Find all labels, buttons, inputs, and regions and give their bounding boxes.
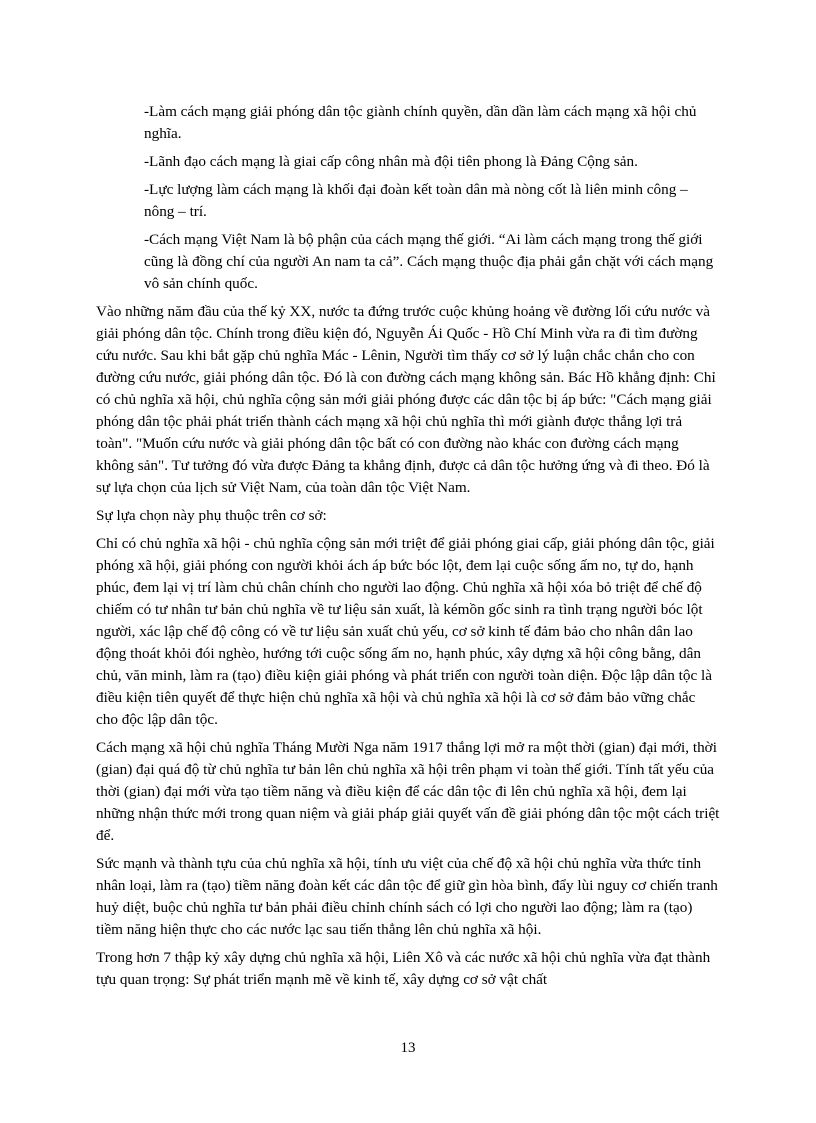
bullet-2-text: -Lãnh đạo cách mạng là giai cấp công nhân mà đội tiên phong là Đảng Cộng sản.: [144, 153, 638, 170]
bullet-text: [144, 101, 720, 145]
bullet-text: [144, 179, 720, 223]
paragraph-3: Chỉ có chủ nghĩa xã hội - chủ nghĩa cộng sản mới triệt để giải phóng giai cấp, giải phóng dân tộc, giải phóng xã hội, giải phóng con người khỏi ách áp bức bóc lột, đem lại cuộc sống ấm no, tự do, hạnh phúc, đem lại vị trí làm chủ chân chính cho người lao động. Chủ nghĩa xã hội xóa bỏ triệt để chế độ chiếm có tư nhân tư bản chủ nghĩa về tư liệu sản xuất, là kémồn gốc sinh ra tình trạng người bóc lột người, xác lập chế độ công có về tư liệu sản xuất chủ yếu, cơ sở kinh tế đảm bảo cho nhân dân lao động thoát khỏi đói nghèo, hướng tới cuộc sống ấm no, hạnh phúc, xây dựng xã hội công bằng, dân chủ, văn minh, làm ra (tạo) điều kiện giải phóng và phát triển con người toàn diện. Độc lập dân tộc là điều kiện tiên quyết để thực hiện chủ nghĩa xã hội và chủ nghĩa xã hội là cơ sở đảm bảo vững chắc cho độc lập dân tộc.: [96, 535, 715, 728]
bullet-1: [96, 101, 720, 145]
bullet-4-text: -Cách mạng Việt Nam là bộ phận của cách mạng thế giới. “Ai làm cách mạng trong thế giới cũng là đồng chí của người An nam ta cả”. Cách mạng thuộc địa phải gắn chặt với cách mạng vô sản chính quốc.: [144, 231, 714, 292]
bullet-2: [96, 151, 720, 173]
paragraph-1: Vào những năm đầu của thế kỷ XX, nước ta đứng trước cuộc khủng hoảng về đường lối cứu nước và giải phóng dân tộc. Chính trong điều kiện đó, Nguyễn Ái Quốc - Hồ Chí Minh vừa ra đi tìm đường cứu nước. Sau khi bắt gặp chủ nghĩa Mác - Lênin, Người tìm thấy cơ sở lý luận chắc chắn cho con đường cứu nước, giải phóng dân tộc. Đó là con đường cách mạng không sản. Bác Hồ khẳng định: Chỉ có chủ nghĩa xã hội, chủ nghĩa cộng sản mới giải phóng được các dân tộc bị áp bức: "Cách mạng giải phóng dân tộc phải phát triển thành cách mạng xã hội chủ nghĩa thì mới giành được thắng lợi trả toàn". "Muốn cứu nước và giải phóng dân tộc bất có con đường nào khác con đường cách mạng không sản". Tư tưởng đó vừa được Đảng ta khẳng định, được cả dân tộc hưởng ứng và đi theo. Đó là sự lựa chọn của lịch sử Việt Nam, của toàn dân tộc Việt Nam.: [96, 303, 716, 496]
page-content: [96, 101, 720, 997]
bullet-4: [96, 229, 720, 295]
paragraph-4: Cách mạng xã hội chủ nghĩa Tháng Mười Nga năm 1917 thắng lợi mở ra một thời (gian) đại mới, thời (gian) đại quá độ từ chủ nghĩa tư bản lên chủ nghĩa xã hội trên phạm vi toàn thế giới. Tính tất yếu của thời (gian) đại mới vừa tạo tiềm năng và điều kiện để các dân tộc đi lên chủ nghĩa xã hội, đem lại những nhận thức mới trong quan niệm và giải pháp giải quyết vấn đề giải phóng dân tộc một cách triệt để.: [96, 739, 720, 844]
paragraph-2: Sự lựa chọn này phụ thuộc trên cơ sở:: [96, 507, 327, 524]
paragraph-6: Trong hơn 7 thập kỷ xây dựng chủ nghĩa xã hội, Liên Xô và các nước xã hội chủ nghĩa vừa đạt thành tựu quan trọng: Sự phát triển mạnh mẽ về kinh tế, xây dựng cơ sở vật chất: [96, 949, 711, 988]
bullet-text: [144, 229, 720, 295]
bullet-3: [96, 179, 720, 223]
bullet-3-text: -Lực lượng làm cách mạng là khối đại đoàn kết toàn dân mà nòng cốt là liên minh công – nông – trí.: [144, 181, 688, 220]
paragraph-5: Sức mạnh và thành tựu của chủ nghĩa xã hội, tính ưu việt của chế độ xã hội chủ nghĩa vừa thức tỉnh nhân loại, làm ra (tạo) tiềm năng đoàn kết các dân tộc để giữ gìn hòa bình, đẩy lùi nguy cơ chiến tranh huỷ diệt, buộc chủ nghĩa tư bản phải điều chỉnh chính sách có lợi cho người lao động; làm ra (tạo) tiềm năng hiện thực cho các nước lạc sau tiến thẳng lên chủ nghĩa xã hội.: [96, 855, 718, 938]
bullet-1-text: -Làm cách mạng giải phóng dân tộc giành chính quyền, dần dần làm cách mạng xã hội chủ nghĩa.: [144, 103, 697, 142]
page-number: 13: [400, 1040, 416, 1056]
bullet-text: [144, 151, 720, 173]
